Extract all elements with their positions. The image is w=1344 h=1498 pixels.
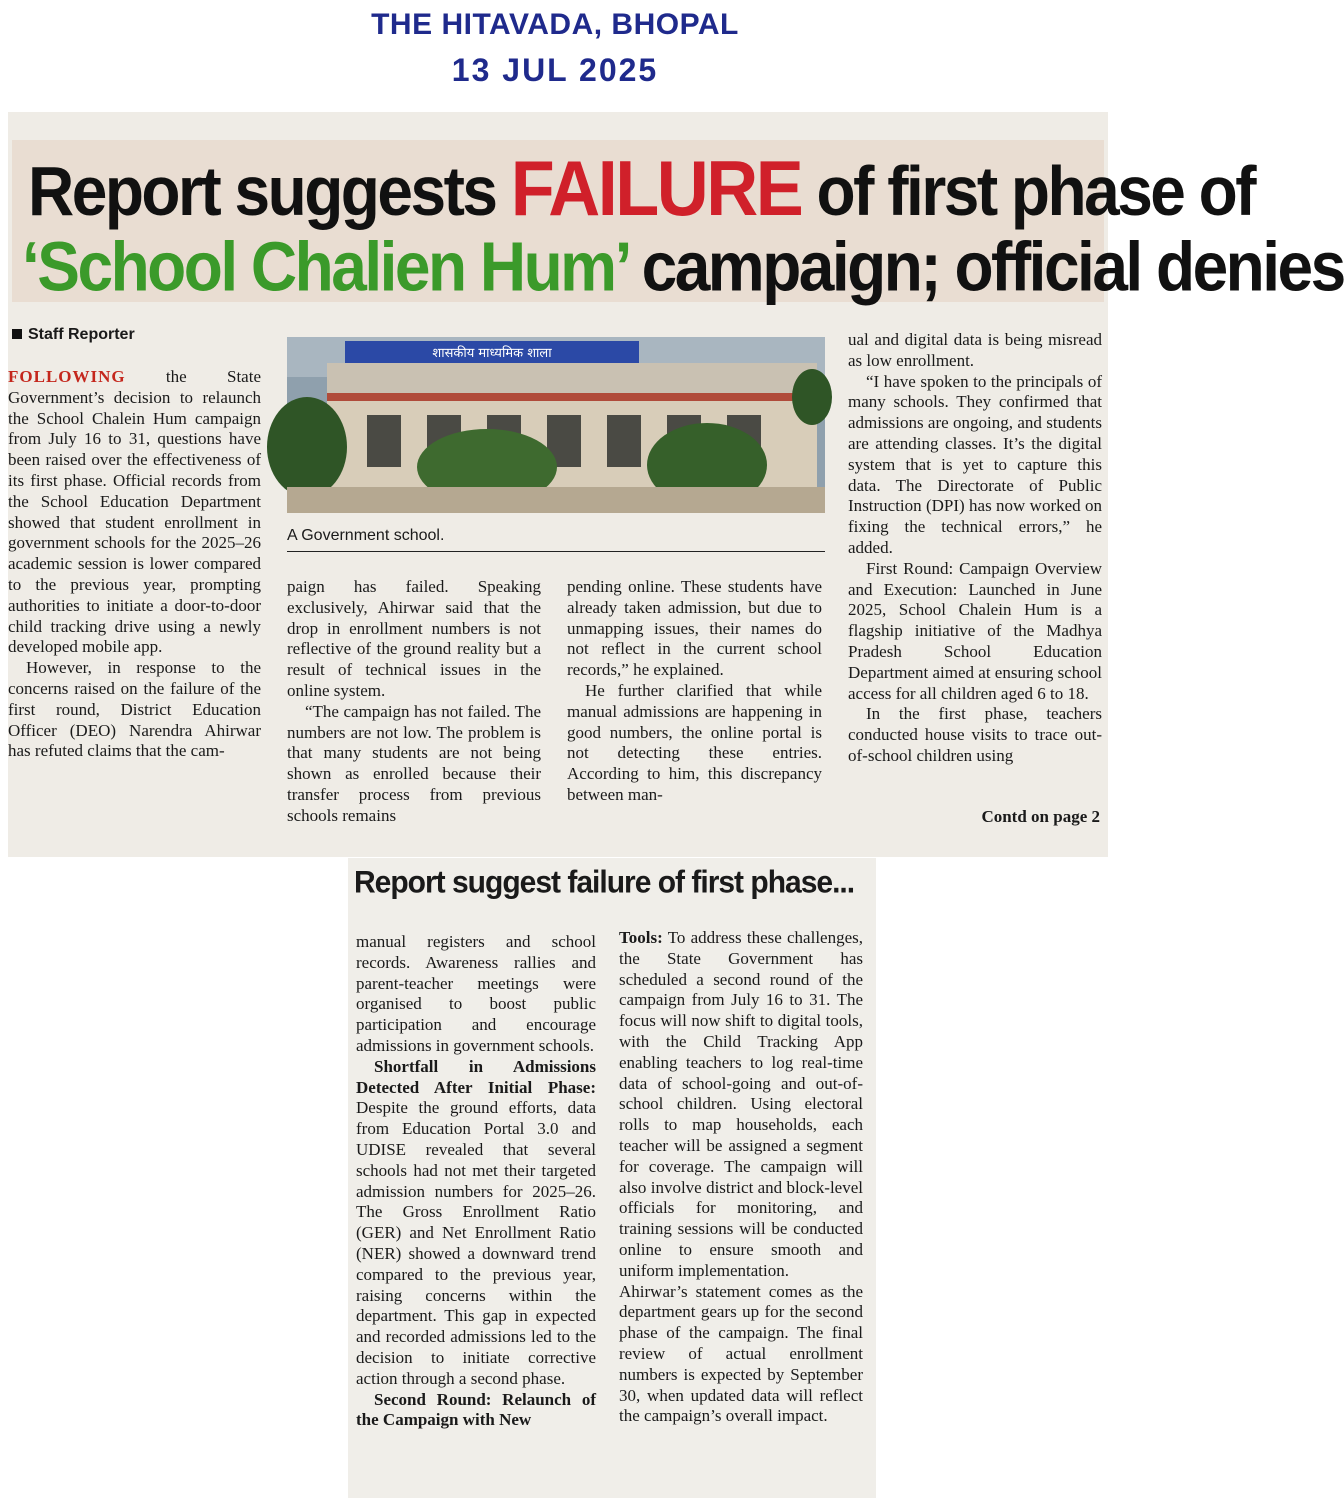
continuation-column-2: Tools: To address these challenges, the State Government has scheduled a second round of the campaign from July 16 to 31. The focus will now shift to digital tools, with the Child Tracking App enabling teachers to log real-time data of school-going and out-of-school children. Using electoral rolls to map households, each teacher will be assigned a segment for coverage. The campaign will also involve district and block-level officials for monitoring, and training sessions will be conducted online to ensure smooth and uniform implementation. Ahirwar’s statement comes as the department gears up for the second phase of the campaign. The final review of actual enrollment numbers is expected by September 30, when updated data will reflect the campaign’s overall impact. [619, 928, 863, 1426]
continuation-headline: Report suggest failure of first phase... [354, 865, 855, 900]
headline-campaign-name: ‘School Chalien Hum’ [22, 228, 627, 306]
continuation-column-1: manual registers and school records. Awareness rallies and parent-teacher meetings were organised to boost public participation and encourage admissions in government schools. Shortfall in Admissions Detected After Initial Phase: Despite the ground efforts, data from Education Portal 3.0 and UDISE revealed that several schools had not met their targeted admission numbers for 2025–26. The Gross Enrollment Ratio (GER) and Net Enrollment Ratio (NER) showed a downward trend compared to the previous year, raising concerns within the department. This gap in expected and recorded admissions led to the decision to initiate corrective action through a second phase. Second Round: Relaunch of the Campaign with New [356, 932, 596, 1430]
subhead-second-round: Second Round: Relaunch of the Campaign with New [356, 1389, 596, 1430]
article-column-3: pending online. These students have already taken admission, but due to unmapping issues, their names do not reflect in the current school records,” he explained. He further clarified that while manual admissions are happening in good numbers, the online portal is not detecting these entries. According to him, this discrepancy between man- [567, 577, 822, 804]
headline-line-1: Report suggests FAILURE of first phase of [28, 145, 1255, 233]
subhead-tools: Tools: [619, 928, 663, 947]
newspaper-name-stamp: THE HITAVADA, BHOPAL [371, 8, 739, 41]
continued-note: Contd on page 2 [981, 807, 1100, 826]
article-column-1: FOLLOWING the State Government’s decision to relaunch the School Chalein Hum campaign from July 16 to 31, questions have been raised over the effectiveness of its first phase. Official records from the School Education Department showed that student enrollment in government schools for the 2025–26 academic session is lower compared to the previous year, prompting authorities to initiate a door-to-door child tracking drive using a newly developed mobile app. However, in response to the concerns raised on the failure of the first round, District Education Officer (DEO) Narendra Ahirwar has refuted claims that the cam- [8, 367, 261, 761]
school-sign-text: शासकीय माध्यमिक शाला [432, 346, 552, 361]
caption-rule [287, 551, 825, 552]
headline-failure-word: FAILURE [510, 145, 802, 233]
headline-line-2: ‘School Chalien Hum’ campaign; official denies [22, 228, 1344, 306]
photo-caption: A Government school. [287, 527, 445, 544]
lead-word: FOLLOWING [8, 367, 126, 386]
date-stamp: 13 JUL 2025 [451, 52, 659, 88]
subhead-shortfall: Shortfall in Admissions Detected After Initial Phase: [356, 1056, 596, 1097]
article-column-2: paign has failed. Speaking exclusively, Ahirwar said that the drop in enrollment numbers is not reflective of the ground reality but a result of technical issues in the online system. “The campaign has not failed. The numbers are not low. The problem is that many students are not being shown as enrolled because their transfer process from previous schools remains [287, 577, 541, 825]
school-photo [287, 337, 825, 513]
article-column-4: ual and digital data is being misread as low enrollment. “I have spoken to the principals of many schools. They confirmed that admissions are ongoing, and students are attending classes. It’s the digital system that is yet to capture this data. The Directorate of Public Instruction (DPI) has now worked on fixing the technical errors,” he added. First Round: Campaign Overview and Execution: Launched in June 2025, School Chalein Hum is a flagship initiative of the Madhya Pradesh School Education Department aimed at ensuring school access for all children aged 6 to 18. In the first phase, teachers conducted house visits to trace out-of-school children using [848, 330, 1102, 765]
byline: Staff Reporter [12, 326, 135, 344]
